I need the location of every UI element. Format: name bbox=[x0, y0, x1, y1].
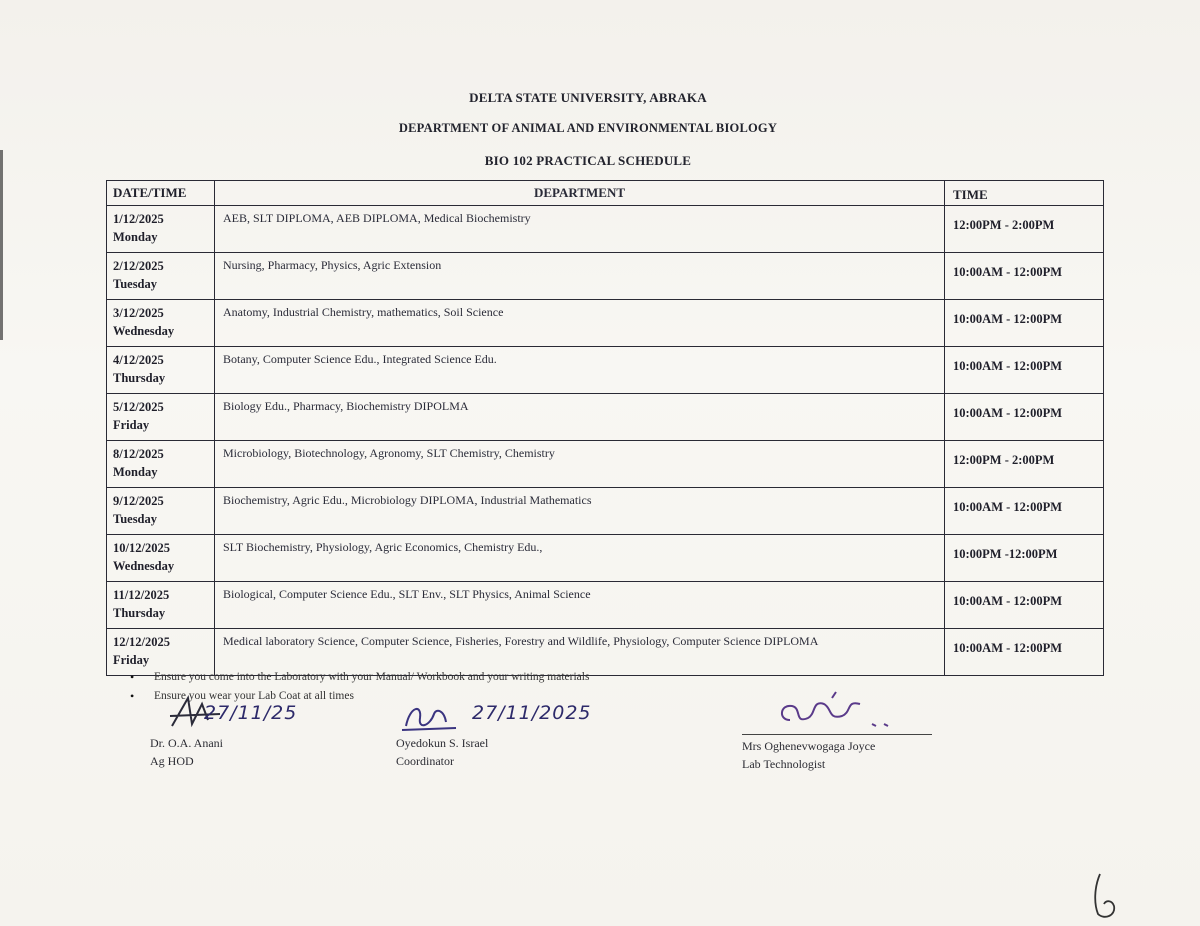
instruction-item: • Ensure you come into the Laboratory with your Manual/ Workbook and your writing materials bbox=[130, 668, 589, 687]
row-day: Thursday bbox=[113, 371, 166, 385]
table-row bbox=[107, 394, 1103, 441]
row-time: 10:00AM - 12:00PM bbox=[953, 359, 1062, 373]
table-row bbox=[107, 535, 1103, 582]
table-row bbox=[107, 206, 1103, 253]
row-time: 10:00AM - 12:00PM bbox=[953, 406, 1062, 420]
scan-edge bbox=[0, 150, 3, 340]
row-time: 12:00PM - 2:00PM bbox=[953, 218, 1055, 232]
row-day: Tuesday bbox=[113, 512, 158, 526]
row-day: Thursday bbox=[113, 606, 166, 620]
row-date-cell bbox=[107, 300, 215, 346]
hod-signature bbox=[150, 700, 330, 734]
row-date: 8/12/2025 bbox=[113, 447, 164, 461]
signature-block-coordinator bbox=[396, 700, 616, 770]
row-date: 1/12/2025 bbox=[113, 212, 164, 226]
coordinator-signature bbox=[396, 700, 616, 734]
page-corner-mark-icon bbox=[1088, 870, 1128, 922]
coordinator-handwritten-date: 27/11/2025 bbox=[472, 702, 592, 724]
hod-role: Ag HOD bbox=[150, 754, 194, 768]
row-day: Friday bbox=[113, 653, 150, 667]
department-title: DEPARTMENT OF ANIMAL AND ENVIRONMENTAL BIOLOGY bbox=[398, 121, 778, 135]
table-row bbox=[107, 300, 1103, 347]
row-day: Monday bbox=[113, 230, 158, 244]
row-departments: SLT Biochemistry, Physiology, Agric Economics, Chemistry Edu., bbox=[215, 535, 945, 581]
table-row bbox=[107, 441, 1103, 488]
signature-scribble-icon bbox=[772, 690, 912, 734]
row-departments: Anatomy, Industrial Chemistry, mathematics, Soil Science bbox=[215, 300, 945, 346]
coordinator-name: Oyedokun S. Israel bbox=[396, 736, 489, 750]
signature-block-lab bbox=[742, 700, 962, 773]
row-date-cell bbox=[107, 206, 215, 252]
row-date: 10/12/2025 bbox=[113, 541, 170, 555]
lab-name: Mrs Oghenevwogaga Joyce bbox=[742, 739, 876, 753]
row-date-cell bbox=[107, 347, 215, 393]
row-date-cell bbox=[107, 488, 215, 534]
table-row bbox=[107, 253, 1103, 300]
row-departments: Microbiology, Biotechnology, Agronomy, SLT Chemistry, Chemistry bbox=[215, 441, 945, 487]
row-time: 10:00AM - 12:00PM bbox=[953, 265, 1062, 279]
row-date: 4/12/2025 bbox=[113, 353, 164, 367]
table-row bbox=[107, 488, 1103, 535]
row-day: Wednesday bbox=[113, 324, 175, 338]
row-date: 5/12/2025 bbox=[113, 400, 164, 414]
column-header-department: DEPARTMENT bbox=[215, 181, 945, 205]
row-date-cell bbox=[107, 253, 215, 299]
row-departments: Biochemistry, Agric Edu., Microbiology DIPLOMA, Industrial Mathematics bbox=[215, 488, 945, 534]
row-date: 12/12/2025 bbox=[113, 635, 170, 649]
column-header-time: TIME bbox=[953, 187, 988, 202]
row-date-cell bbox=[107, 441, 215, 487]
row-time: 10:00AM - 12:00PM bbox=[953, 500, 1062, 514]
row-time: 12:00PM - 2:00PM bbox=[953, 453, 1055, 467]
row-departments: Medical laboratory Science, Computer Science, Fisheries, Forestry and Wildlife, Physiology, Computer Science DIPLOMA bbox=[215, 629, 945, 675]
row-departments: Botany, Computer Science Edu., Integrated Science Edu. bbox=[215, 347, 945, 393]
row-date: 11/12/2025 bbox=[113, 588, 170, 602]
lab-role: Lab Technologist bbox=[742, 757, 826, 771]
row-day: Tuesday bbox=[113, 277, 158, 291]
instruction-item: • Ensure you wear your Lab Coat at all times bbox=[130, 687, 589, 706]
signature-block-hod bbox=[150, 700, 330, 770]
signature-scribble-icon bbox=[400, 696, 460, 736]
schedule-table bbox=[106, 180, 1104, 676]
row-day: Friday bbox=[113, 418, 150, 432]
row-time: 10:00AM - 12:00PM bbox=[953, 312, 1062, 326]
row-date: 3/12/2025 bbox=[113, 306, 164, 320]
column-header-date: DATE/TIME bbox=[107, 181, 215, 205]
row-date: 2/12/2025 bbox=[113, 259, 164, 273]
table-row bbox=[107, 582, 1103, 629]
table-header-row bbox=[107, 181, 1103, 206]
table-row bbox=[107, 347, 1103, 394]
row-date: 9/12/2025 bbox=[113, 494, 164, 508]
row-day: Monday bbox=[113, 465, 158, 479]
row-time: 10:00PM -12:00PM bbox=[953, 547, 1058, 561]
row-date-cell bbox=[107, 535, 215, 581]
university-title: DELTA STATE UNIVERSITY, ABRAKA bbox=[469, 90, 707, 105]
schedule-title: BIO 102 PRACTICAL SCHEDULE bbox=[484, 153, 692, 168]
signature-line bbox=[742, 734, 932, 735]
row-departments: Biological, Computer Science Edu., SLT Env., SLT Physics, Animal Science bbox=[215, 582, 945, 628]
row-time: 10:00AM - 12:00PM bbox=[953, 594, 1062, 608]
row-day: Wednesday bbox=[113, 559, 175, 573]
row-date-cell bbox=[107, 582, 215, 628]
hod-handwritten-date: 27/11/25 bbox=[204, 702, 298, 724]
row-time: 10:00AM - 12:00PM bbox=[953, 641, 1062, 655]
row-departments: AEB, SLT DIPLOMA, AEB DIPLOMA, Medical Biochemistry bbox=[215, 206, 945, 252]
hod-name: Dr. O.A. Anani bbox=[150, 736, 223, 750]
coordinator-role: Coordinator bbox=[396, 754, 454, 768]
lab-signature bbox=[742, 700, 962, 734]
row-date-cell bbox=[107, 394, 215, 440]
row-departments: Biology Edu., Pharmacy, Biochemistry DIPOLMA bbox=[215, 394, 945, 440]
row-departments: Nursing, Pharmacy, Physics, Agric Extension bbox=[215, 253, 945, 299]
